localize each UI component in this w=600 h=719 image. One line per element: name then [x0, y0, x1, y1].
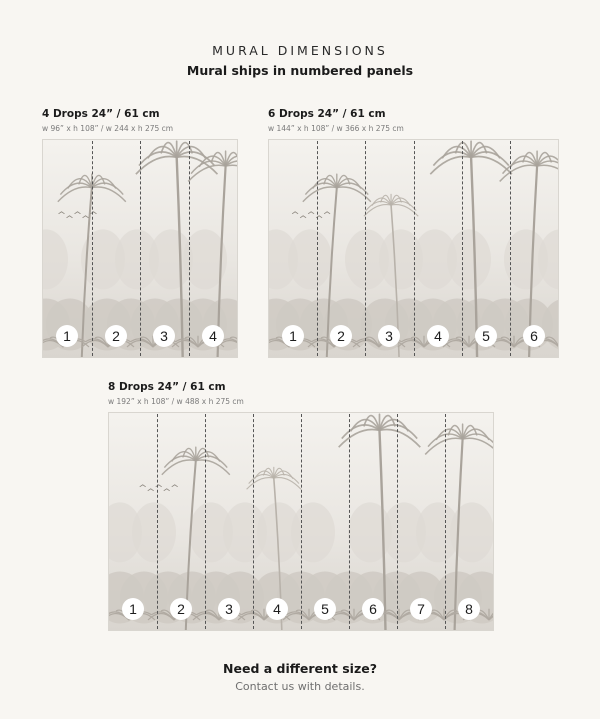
panel-number-badge: 3	[153, 325, 175, 347]
mural-8-drops-label: 8 Drops 24” / 61 cm	[108, 381, 226, 393]
panel-cut-line	[445, 412, 446, 631]
mural-4-drops-preview	[42, 139, 238, 358]
panel-cut-line	[157, 412, 158, 631]
panel-number-badge: 7	[410, 598, 432, 620]
panel-number-badge: 4	[202, 325, 224, 347]
panel-number-badge: 3	[378, 325, 400, 347]
mural-4-drops-dimensions: w 96” x h 108” / w 244 x h 275 cm	[42, 124, 174, 133]
panel-number-badge: 5	[475, 325, 497, 347]
page-subtitle: Mural ships in numbered panels	[186, 63, 414, 78]
page-title: MURAL DIMENSIONS	[212, 43, 388, 58]
panel-number-badge: 1	[56, 325, 78, 347]
panel-cut-line	[349, 412, 350, 631]
panel-number-badge: 8	[458, 598, 480, 620]
panel-cut-line	[365, 139, 366, 358]
mural-8-drops-dimensions: w 192” x h 108” / w 488 x h 275 cm	[108, 397, 244, 406]
panel-cut-line	[92, 139, 93, 358]
panel-number-badge: 4	[266, 598, 288, 620]
mural-6-drops-dimensions: w 144” x h 108” / w 366 x h 275 cm	[268, 124, 404, 133]
panel-cut-line	[205, 412, 206, 631]
contact-link[interactable]: Contact us with details.	[235, 680, 365, 693]
mural-8-drops-preview	[108, 412, 494, 631]
panel-number-badge: 6	[523, 325, 545, 347]
panel-cut-line	[317, 139, 318, 358]
panel-cut-line	[140, 139, 141, 358]
panel-number-badge: 5	[314, 598, 336, 620]
panel-cut-line	[414, 139, 415, 358]
different-size-heading: Need a different size?	[223, 661, 377, 676]
panel-number-badge: 2	[330, 325, 352, 347]
panel-number-badge: 2	[105, 325, 127, 347]
panel-cut-line	[397, 412, 398, 631]
panel-cut-line	[510, 139, 511, 358]
mural-4-drops-label: 4 Drops 24” / 61 cm	[42, 108, 160, 120]
panel-number-badge: 2	[170, 598, 192, 620]
panel-number-badge: 6	[362, 598, 384, 620]
panel-number-badge: 3	[218, 598, 240, 620]
panel-cut-line	[301, 412, 302, 631]
panel-number-badge: 1	[282, 325, 304, 347]
panel-number-badge: 1	[122, 598, 144, 620]
panel-cut-line	[462, 139, 463, 358]
panel-cut-line	[253, 412, 254, 631]
panel-number-badge: 4	[427, 325, 449, 347]
mural-6-drops-label: 6 Drops 24” / 61 cm	[268, 108, 386, 120]
mural-6-drops-preview	[268, 139, 559, 358]
panel-cut-line	[189, 139, 190, 358]
